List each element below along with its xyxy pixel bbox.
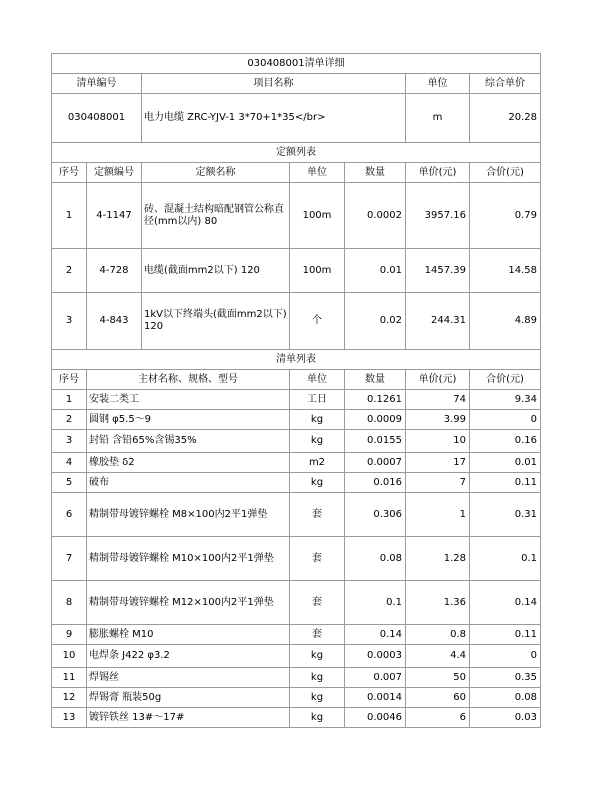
- material-unit-header: 单位: [290, 370, 345, 390]
- material-unit-price: 1.28: [406, 537, 470, 581]
- quota-qty-header: 数量: [345, 163, 406, 183]
- quota-total: 0.79: [470, 183, 541, 249]
- material-unit: kg: [290, 430, 345, 453]
- material-total: 0: [470, 645, 541, 668]
- bill-detail-table: [51, 53, 541, 728]
- quota-section-title: 定额列表: [52, 143, 541, 163]
- quota-unit-header: 单位: [290, 163, 345, 183]
- material-name: 电焊条 J422 φ3.2: [87, 645, 290, 668]
- material-unit: kg: [290, 708, 345, 728]
- quota-header-row: [52, 163, 541, 183]
- quota-code: 4-728: [87, 249, 142, 293]
- quota-qty: 0.02: [345, 293, 406, 350]
- material-total: 9.34: [470, 390, 541, 410]
- summary-name: 电力电缆 ZRC-YJV-1 3*70+1*35</br>: [142, 94, 406, 143]
- material-row: [52, 645, 541, 668]
- quota-row: [52, 249, 541, 293]
- material-qty: 0.306: [345, 493, 406, 537]
- material-qty: 0.1: [345, 581, 406, 625]
- material-name: 圆钢 φ5.5～9: [87, 410, 290, 430]
- material-unit: m2: [290, 453, 345, 473]
- material-name: 焊锡丝: [87, 668, 290, 688]
- material-seq: 11: [52, 668, 87, 688]
- material-unit: 套: [290, 581, 345, 625]
- summary-header-row: [52, 74, 541, 94]
- material-name: 橡胶垫 δ2: [87, 453, 290, 473]
- material-name: 膨胀螺栓 M10: [87, 625, 290, 645]
- material-row: [52, 473, 541, 493]
- quota-code: 4-843: [87, 293, 142, 350]
- sheet-title: 030408001清单详细: [52, 54, 541, 74]
- material-name-header: 主材名称、规格、型号: [87, 370, 290, 390]
- material-name: 封铅 含铅65%含锡35%: [87, 430, 290, 453]
- material-unit: 套: [290, 493, 345, 537]
- material-qty: 0.0014: [345, 688, 406, 708]
- summary-row: [52, 94, 541, 143]
- material-qty: 0.0003: [345, 645, 406, 668]
- material-qty: 0.1261: [345, 390, 406, 410]
- material-unit-price: 6: [406, 708, 470, 728]
- material-name: 破布: [87, 473, 290, 493]
- material-name: 精制带母镀锌螺栓 M12×100内2平1弹垫: [87, 581, 290, 625]
- summary-price: 20.28: [470, 94, 541, 143]
- material-seq: 2: [52, 410, 87, 430]
- quota-unit: 个: [290, 293, 345, 350]
- material-section-row: [52, 350, 541, 370]
- material-row: [52, 453, 541, 473]
- material-unit: kg: [290, 473, 345, 493]
- material-qty: 0.0007: [345, 453, 406, 473]
- summary-unit-header: 单位: [406, 74, 470, 94]
- material-unit-price: 1.36: [406, 581, 470, 625]
- quota-unit-price: 3957.16: [406, 183, 470, 249]
- material-qty: 0.016: [345, 473, 406, 493]
- material-qty: 0.0009: [345, 410, 406, 430]
- material-seq: 5: [52, 473, 87, 493]
- material-unit-price: 4.4: [406, 645, 470, 668]
- material-unit: kg: [290, 668, 345, 688]
- bill-detail-sheet: [51, 53, 540, 728]
- material-name: 安装二类工: [87, 390, 290, 410]
- quota-seq: 2: [52, 249, 87, 293]
- quota-unit: 100m: [290, 249, 345, 293]
- material-total: 0.11: [470, 625, 541, 645]
- material-row: [52, 390, 541, 410]
- material-row: [52, 430, 541, 453]
- summary-price-header: 综合单价: [470, 74, 541, 94]
- quota-seq-header: 序号: [52, 163, 87, 183]
- material-total: 0.16: [470, 430, 541, 453]
- material-row: [52, 668, 541, 688]
- quota-qty: 0.0002: [345, 183, 406, 249]
- material-seq-header: 序号: [52, 370, 87, 390]
- quota-name: 1kV以下终端头(截面mm2以下) 120: [142, 293, 290, 350]
- material-seq: 13: [52, 708, 87, 728]
- material-name: 焊锡膏 瓶装50g: [87, 688, 290, 708]
- material-total-header: 合价(元): [470, 370, 541, 390]
- material-row: [52, 688, 541, 708]
- material-seq: 6: [52, 493, 87, 537]
- material-seq: 9: [52, 625, 87, 645]
- material-seq: 10: [52, 645, 87, 668]
- quota-total: 4.89: [470, 293, 541, 350]
- material-unit: 工日: [290, 390, 345, 410]
- material-section-title: 清单列表: [52, 350, 541, 370]
- material-unit-price: 50: [406, 668, 470, 688]
- material-row: [52, 581, 541, 625]
- material-seq: 3: [52, 430, 87, 453]
- material-total: 0.1: [470, 537, 541, 581]
- quota-unit-price-header: 单价(元): [406, 163, 470, 183]
- quota-seq: 1: [52, 183, 87, 249]
- material-total: 0.11: [470, 473, 541, 493]
- quota-row: [52, 293, 541, 350]
- quota-code: 4-1147: [87, 183, 142, 249]
- material-unit: 套: [290, 537, 345, 581]
- quota-name: 电缆(截面mm2以下) 120: [142, 249, 290, 293]
- summary-code: 030408001: [52, 94, 142, 143]
- material-unit: kg: [290, 410, 345, 430]
- summary-name-header: 项目名称: [142, 74, 406, 94]
- summary-unit: m: [406, 94, 470, 143]
- quota-total-header: 合价(元): [470, 163, 541, 183]
- quota-unit-price: 244.31: [406, 293, 470, 350]
- material-row: [52, 493, 541, 537]
- material-unit-price: 0.8: [406, 625, 470, 645]
- material-total: 0.01: [470, 453, 541, 473]
- material-qty: 0.08: [345, 537, 406, 581]
- material-total: 0.31: [470, 493, 541, 537]
- material-total: 0.03: [470, 708, 541, 728]
- material-qty: 0.0155: [345, 430, 406, 453]
- quota-code-header: 定额编号: [87, 163, 142, 183]
- title-row: [52, 54, 541, 74]
- quota-seq: 3: [52, 293, 87, 350]
- quota-unit: 100m: [290, 183, 345, 249]
- material-unit-price: 60: [406, 688, 470, 708]
- material-total: 0.35: [470, 668, 541, 688]
- material-unit-price: 3.99: [406, 410, 470, 430]
- material-name: 镀锌铁丝 13#～17#: [87, 708, 290, 728]
- quota-row: [52, 183, 541, 249]
- material-seq: 7: [52, 537, 87, 581]
- material-unit-price-header: 单价(元): [406, 370, 470, 390]
- material-row: [52, 625, 541, 645]
- material-name: 精制带母镀锌螺栓 M8×100内2平1弹垫: [87, 493, 290, 537]
- material-seq: 12: [52, 688, 87, 708]
- summary-code-header: 清单编号: [52, 74, 142, 94]
- material-row: [52, 708, 541, 728]
- quota-section-row: [52, 143, 541, 163]
- material-qty: 0.007: [345, 668, 406, 688]
- material-seq: 1: [52, 390, 87, 410]
- material-unit: kg: [290, 688, 345, 708]
- material-total: 0: [470, 410, 541, 430]
- material-header-row: [52, 370, 541, 390]
- quota-total: 14.58: [470, 249, 541, 293]
- material-qty: 0.0046: [345, 708, 406, 728]
- material-unit-price: 10: [406, 430, 470, 453]
- material-total: 0.14: [470, 581, 541, 625]
- material-unit: kg: [290, 645, 345, 668]
- material-qty-header: 数量: [345, 370, 406, 390]
- quota-qty: 0.01: [345, 249, 406, 293]
- quota-unit-price: 1457.39: [406, 249, 470, 293]
- material-unit-price: 74: [406, 390, 470, 410]
- material-row: [52, 410, 541, 430]
- quota-name-header: 定额名称: [142, 163, 290, 183]
- material-unit-price: 17: [406, 453, 470, 473]
- material-qty: 0.14: [345, 625, 406, 645]
- material-unit-price: 1: [406, 493, 470, 537]
- material-row: [52, 537, 541, 581]
- material-total: 0.08: [470, 688, 541, 708]
- material-unit: 套: [290, 625, 345, 645]
- material-unit-price: 7: [406, 473, 470, 493]
- material-seq: 4: [52, 453, 87, 473]
- material-name: 精制带母镀锌螺栓 M10×100内2平1弹垫: [87, 537, 290, 581]
- material-seq: 8: [52, 581, 87, 625]
- quota-name: 砖、混凝土结构暗配钢管公称直径(mm以内) 80: [142, 183, 290, 249]
